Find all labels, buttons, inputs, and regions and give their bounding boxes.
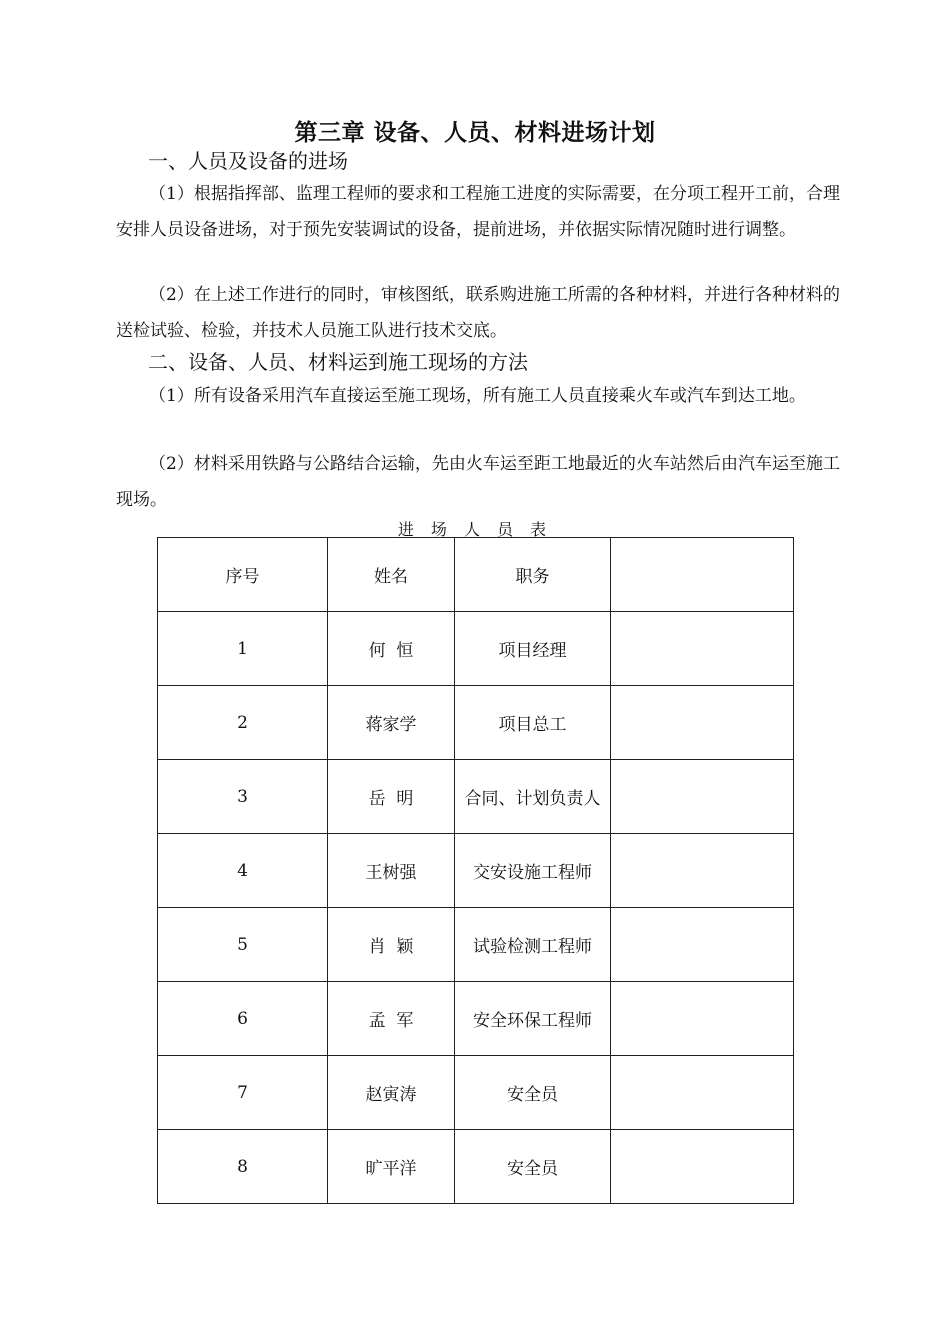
cell-name: 岳 明: [328, 760, 455, 834]
cell-number: 4: [158, 834, 328, 908]
table-row: [158, 982, 794, 1056]
staff-table: [157, 537, 794, 1204]
cell-name: 肖 颖: [328, 908, 455, 982]
cell-number: 1: [158, 612, 328, 686]
header-number: 序号: [158, 538, 328, 612]
cell-name: 孟 军: [328, 982, 455, 1056]
cell-blank: [611, 908, 794, 982]
table-row: [158, 612, 794, 686]
cell-number: 6: [158, 982, 328, 1056]
cell-blank: [611, 982, 794, 1056]
section-heading-1: 一、人员及设备的进场: [148, 149, 348, 173]
header-blank: [611, 538, 794, 612]
cell-position: 试验检测工程师: [455, 908, 611, 982]
cell-number: 7: [158, 1056, 328, 1130]
cell-blank: [611, 1056, 794, 1130]
cell-position: 安全环保工程师: [455, 982, 611, 1056]
cell-name: 王树强: [328, 834, 455, 908]
cell-position: 安全员: [455, 1130, 611, 1204]
cell-name: 赵寅涛: [328, 1056, 455, 1130]
cell-position: 项目总工: [455, 686, 611, 760]
cell-position: 安全员: [455, 1056, 611, 1130]
cell-name: 旷平洋: [328, 1130, 455, 1204]
chapter-title: 第三章 设备、人员、材料进场计划: [294, 119, 656, 146]
table-caption: 进 场 人 员 表: [397, 520, 553, 539]
header-name: 姓名: [328, 538, 455, 612]
table-row: [158, 1130, 794, 1204]
table-row: [158, 760, 794, 834]
section-1-paragraph-2: （2）在上述工作进行的同时，审核图纸，联系购进施工所需的各种材料，并进行各种材料的送检试验、检验，并技术人员施工队进行技术交底。: [116, 285, 840, 341]
table-row: [158, 686, 794, 760]
cell-blank: [611, 760, 794, 834]
cell-blank: [611, 686, 794, 760]
cell-blank: [611, 1130, 794, 1204]
cell-position: 交安设施工程师: [455, 834, 611, 908]
table-row: [158, 1056, 794, 1130]
cell-number: 8: [158, 1130, 328, 1204]
table-row: [158, 908, 794, 982]
cell-blank: [611, 834, 794, 908]
cell-name: 蒋家学: [328, 686, 455, 760]
section-2-paragraph-2: （2）材料采用铁路与公路结合运输，先由火车运至距工地最近的火车站然后由汽车运至施工现场。: [116, 454, 840, 510]
cell-position: 项目经理: [455, 612, 611, 686]
cell-number: 3: [158, 760, 328, 834]
cell-position: 合同、计划负责人: [455, 760, 611, 834]
table-header-row: [158, 538, 794, 612]
section-2-paragraph-1: （1）所有设备采用汽车直接运至施工现场，所有施工人员直接乘火车或汽车到达工地。: [149, 386, 806, 406]
table-row: [158, 834, 794, 908]
section-1-paragraph-1: （1）根据指挥部、监理工程师的要求和工程施工进度的实际需要，在分项工程开工前，合理安排人员设备进场，对于预先安装调试的设备，提前进场，并依据实际情况随时进行调整。: [116, 184, 840, 240]
cell-name: 何 恒: [328, 612, 455, 686]
cell-number: 5: [158, 908, 328, 982]
header-position: 职务: [455, 538, 611, 612]
cell-blank: [611, 612, 794, 686]
cell-number: 2: [158, 686, 328, 760]
section-heading-2: 二、设备、人员、材料运到施工现场的方法: [148, 350, 528, 374]
